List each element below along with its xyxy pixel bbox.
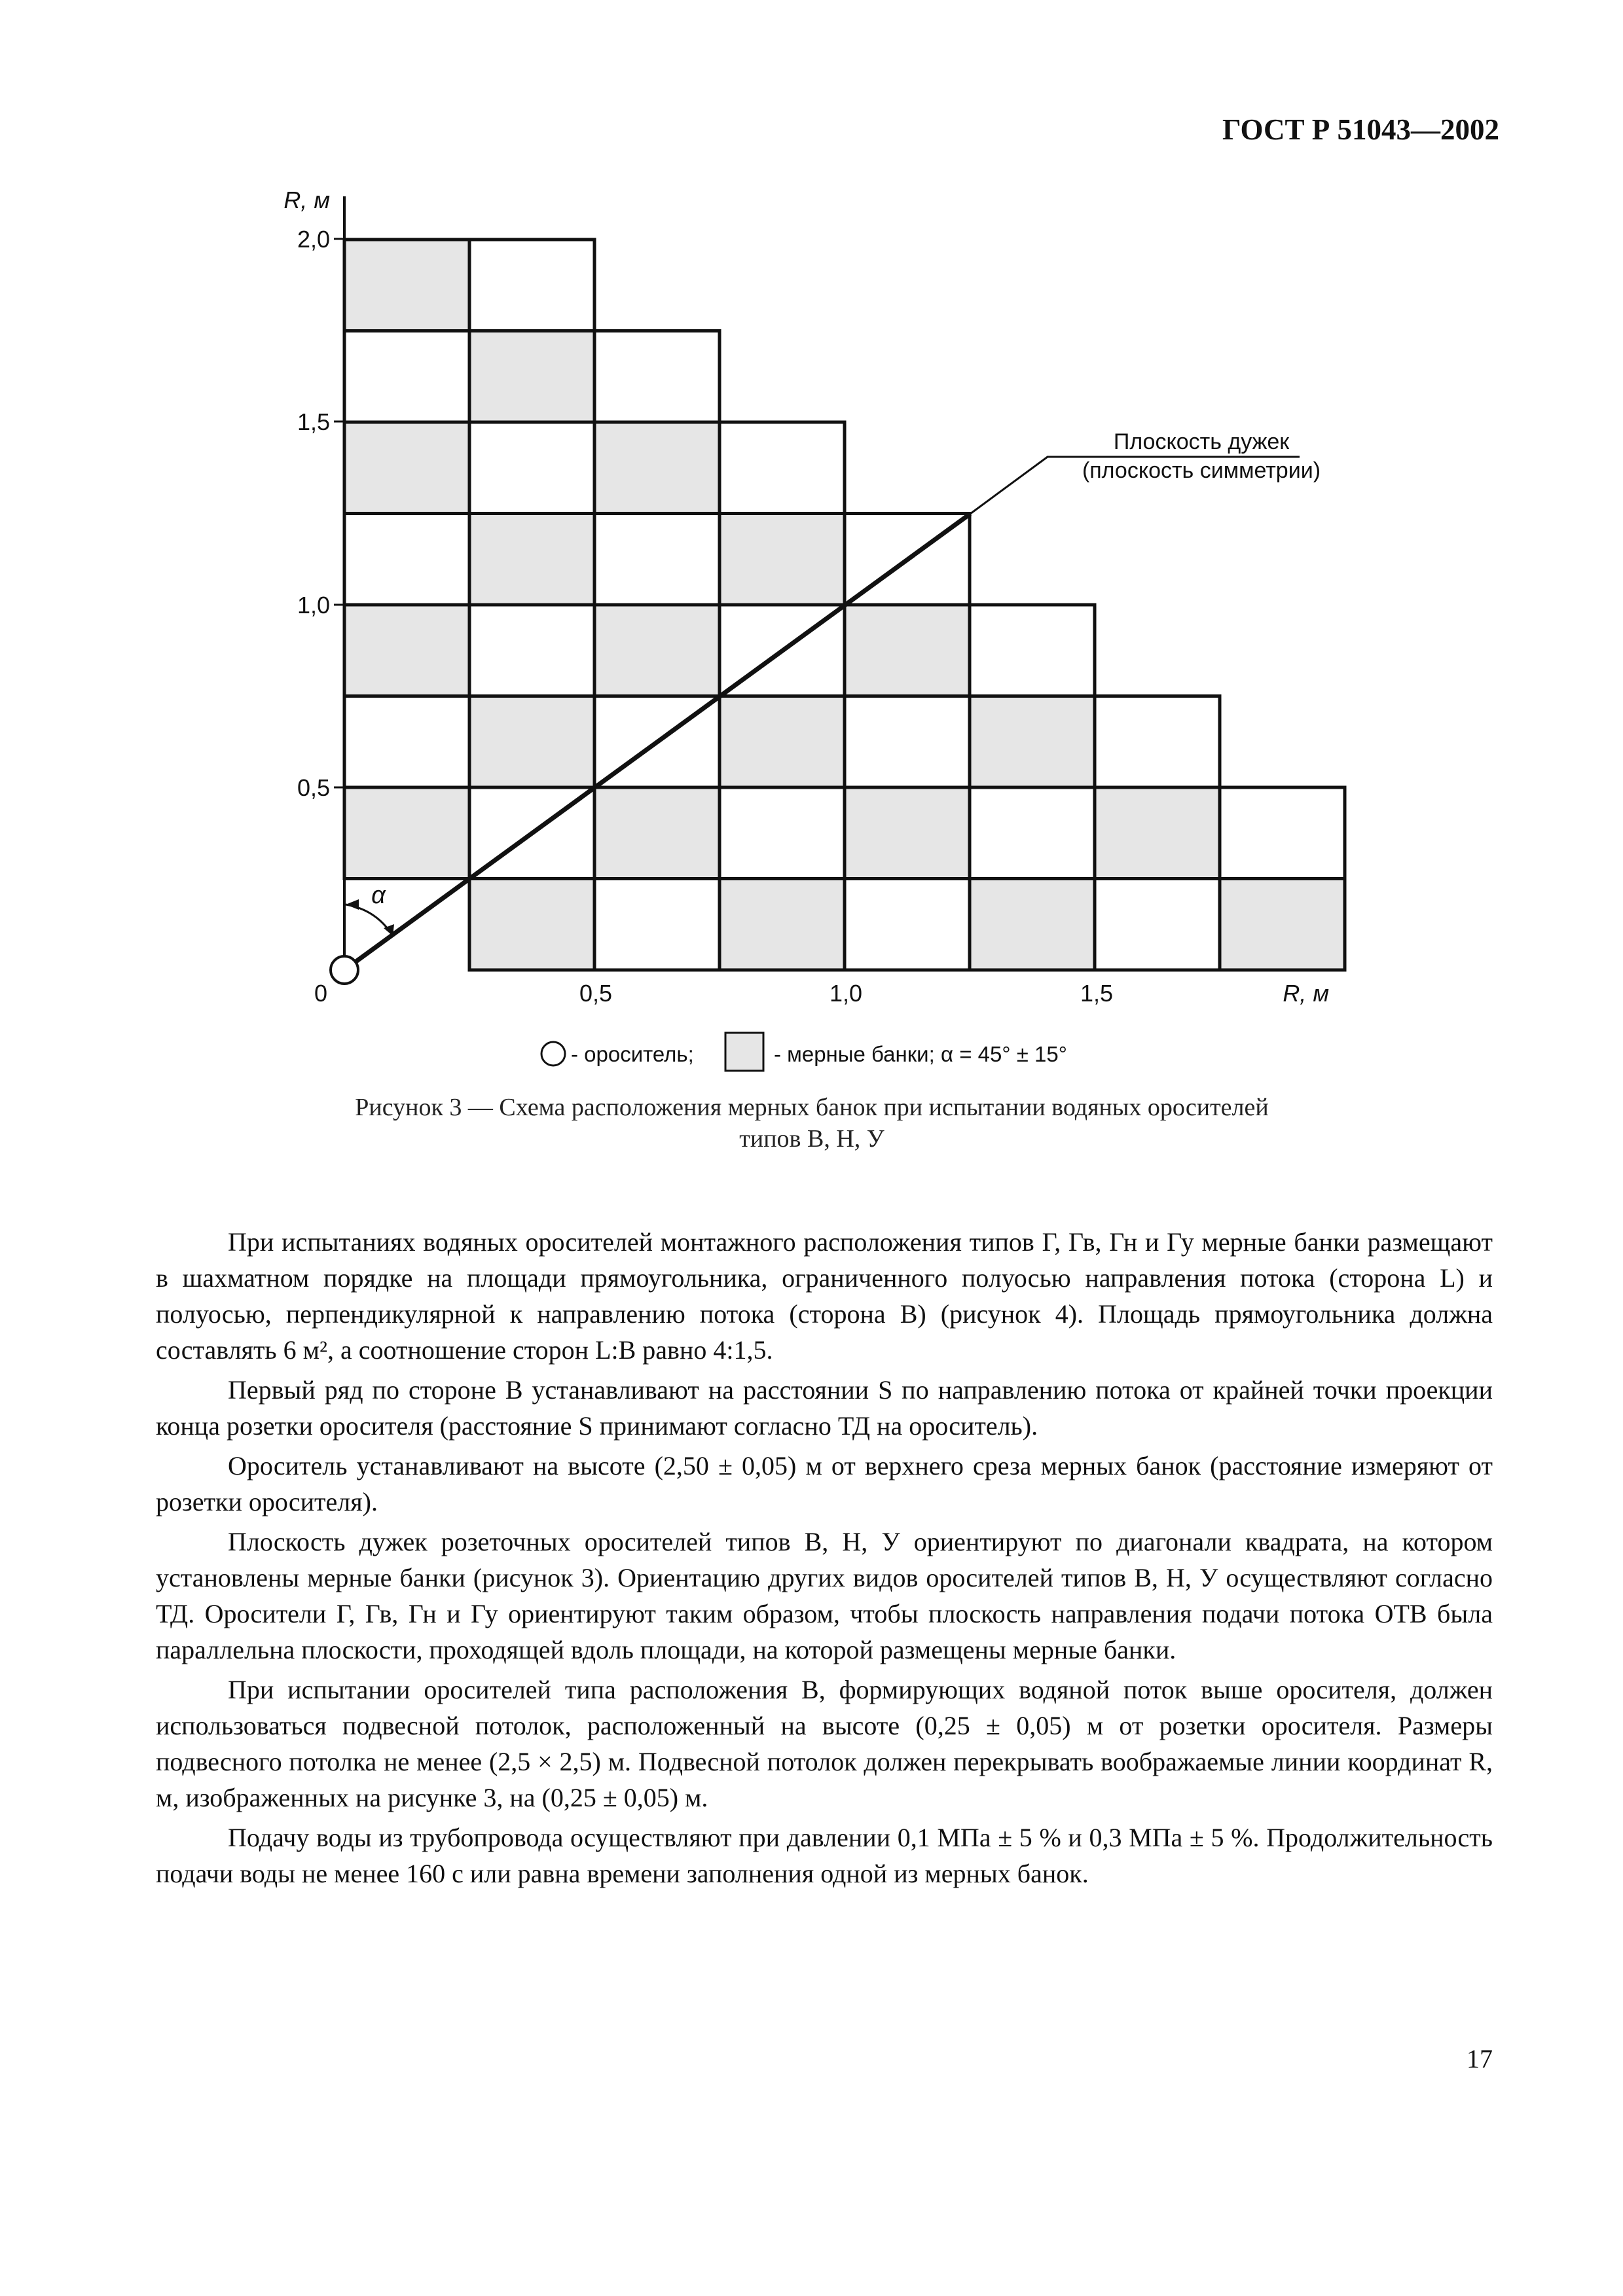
x-tick-label: 1,5 <box>1080 980 1114 1007</box>
figure-caption <box>196 1092 1427 1155</box>
alpha-arc <box>346 905 393 936</box>
measuring-can <box>344 605 469 696</box>
y-tick-label: 1,5 <box>297 408 330 435</box>
grid-cell <box>594 879 720 971</box>
measuring-can <box>970 879 1095 971</box>
measuring-can <box>720 696 845 788</box>
caption-line-2: типов В, Н, У <box>739 1125 884 1153</box>
x-tick-label: 0,5 <box>579 980 613 1007</box>
x-axis-label: R, м <box>1283 980 1329 1007</box>
measuring-can <box>1095 787 1220 879</box>
sprinkler-symbol <box>331 956 358 984</box>
measuring-can <box>469 879 594 971</box>
grid-cell <box>344 331 469 423</box>
grid-cell <box>594 514 720 605</box>
y-tick-label: 0,5 <box>297 774 330 801</box>
paragraph: Ороситель устанавливают на высоте (2,50 ± 0,05) м от верхнего среза мерных банок (расстояние измеряют от розетки оросителя). <box>156 1451 1493 1516</box>
plane-label-line2: (плоскость симметрии) <box>1082 458 1321 483</box>
grid-cell <box>845 696 970 788</box>
paragraph: При испытаниях водяных оросителей монтажного расположения типов Г, Гв, Гн и Гу мерные банки размещают в шахматном порядке на площади прямоугольника, ограниченного полуосью направления потока (сторона L) и полуосью, перпендикулярной к направлению потока (сторона B) (рисунок 4). Площадь прямоугольника должна составлять 6 м², а соотношение сторон L:B равно 4:1,5. <box>156 1227 1493 1365</box>
measuring-can <box>970 696 1095 788</box>
grid-cell <box>970 605 1095 696</box>
grid-cell <box>469 605 594 696</box>
measuring-can <box>469 514 594 605</box>
caption-line-1: Рисунок 3 — Схема расположения мерных банок при испытании водяных оросителей <box>355 1094 1269 1121</box>
grid-cell <box>970 787 1095 879</box>
paragraph: Плоскость дужек розеточных оросителей типов В, Н, У ориентируют по диагонали квадрата, на котором установлены мерные банки (рисунок 3). Ориентацию других видов оросителей типов В, Н, У осуществляют согласно ТД. Оросители Г, Гв, Гн и Гу ориентируют таким образом, чтобы плоскость направления подачи потока ОТВ была параллельна плоскости, проходящей вдоль площади, на которой размещены мерные банки. <box>156 1527 1493 1664</box>
grid-cell <box>1220 787 1345 879</box>
measuring-can <box>594 605 720 696</box>
measuring-can <box>845 787 970 879</box>
measuring-can <box>720 879 845 971</box>
plane-label-line1: Плоскость дужек <box>1113 429 1290 454</box>
y-tick-label: 1,0 <box>297 592 330 619</box>
y-tick-label: 2,0 <box>297 226 330 253</box>
measuring-can <box>845 605 970 696</box>
paragraph: Первый ряд по стороне B устанавливают на расстоянии S по направлению потока от крайней точки проекции конца розетки оросителя (расстояние S принимают согласно ТД на ороситель). <box>156 1375 1493 1441</box>
alpha-label: α <box>371 882 386 909</box>
measuring-can <box>720 514 845 605</box>
measuring-can <box>594 787 720 879</box>
measuring-can <box>344 787 469 879</box>
sprinkler-layout-figure <box>0 0 1623 1080</box>
grid-cell <box>469 422 594 514</box>
legend-sprinkler-text: - ороситель; <box>571 1042 694 1066</box>
grid-cell <box>720 787 845 879</box>
legend-can-icon <box>725 1033 763 1071</box>
paragraph: Подачу воды из трубопровода осуществляют при давлении 0,1 МПа ± 5 % и 0,3 МПа ± 5 %. Продолжительность подачи воды не менее 160 с или равна времени заполнения одной из мерных банок. <box>156 1823 1493 1888</box>
grid-cell <box>469 240 594 331</box>
grid-cell <box>594 331 720 423</box>
grid-cell <box>1095 879 1220 971</box>
measuring-can <box>344 422 469 514</box>
grid-cell <box>845 879 970 971</box>
measuring-can <box>344 240 469 331</box>
grid-cell <box>1095 696 1220 788</box>
measuring-can <box>1220 879 1345 971</box>
grid-cell <box>720 422 845 514</box>
legend-cans-text: - мерные банки; α = 45° ± 15° <box>774 1042 1067 1066</box>
legend-sprinkler-icon <box>541 1042 565 1066</box>
page-number: 17 <box>1467 2044 1493 2073</box>
x-tick-label: 1,0 <box>829 980 863 1007</box>
origin-label: 0 <box>314 980 328 1007</box>
y-axis-label: R, м <box>283 187 330 213</box>
grid-cell <box>344 696 469 788</box>
document-header: ГОСТ Р 51043—2002 <box>1222 113 1499 146</box>
measuring-can <box>469 696 594 788</box>
measuring-can <box>469 331 594 423</box>
measuring-can <box>594 422 720 514</box>
grid-cell <box>344 514 469 605</box>
alpha-arrow-left <box>346 899 359 910</box>
body-text <box>156 1224 1493 1895</box>
paragraph: При испытании оросителей типа расположения B, формирующих водяной поток выше оросителя, должен использоваться подвесной потолок, расположенный на высоте (0,25 ± 0,05) м от розетки оросителя. Размеры подвесного потолка не менее (2,5 × 2,5) м. Подвесной потолок должен перекрывать воображаемые линии координат R, м, изображенных на рисунке 3, на (0,25 ± 0,05) м. <box>156 1675 1493 1812</box>
